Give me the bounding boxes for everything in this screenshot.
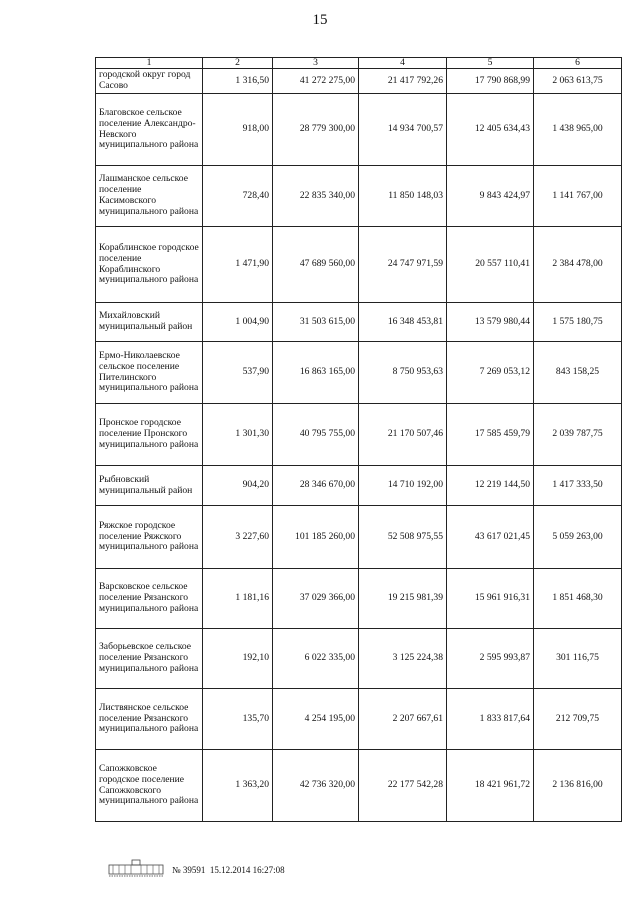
- value-cell: 18 421 961,72: [447, 750, 534, 822]
- municipality-name-cell: Михайловский муниципальный район: [96, 303, 203, 342]
- municipality-name-cell: Благовское сельское поселение Александро-Невского муниципального района: [96, 94, 203, 166]
- value-cell: 5 059 263,00: [534, 506, 622, 569]
- value-cell: 2 136 816,00: [534, 750, 622, 822]
- value-cell: 16 348 453,81: [359, 303, 447, 342]
- municipality-name-cell: Лашманское сельское поселение Касимовского муниципального района: [96, 166, 203, 227]
- table-row: [96, 629, 622, 689]
- value-cell: 1 471,90: [203, 227, 273, 303]
- value-cell: 1 575 180,75: [534, 303, 622, 342]
- column-header: 3: [273, 58, 359, 69]
- municipality-name-cell: Ермо-Николаевское сельское поселение Пителинского муниципального района: [96, 342, 203, 404]
- municipality-name-cell: городской округ город Сасово: [96, 69, 203, 94]
- value-cell: 11 850 148,03: [359, 166, 447, 227]
- value-cell: 2 063 613,75: [534, 69, 622, 94]
- table-row: [96, 569, 622, 629]
- value-cell: 22 835 340,00: [273, 166, 359, 227]
- municipality-name-cell: Листвянское сельское поселение Рязанского муниципального района: [96, 689, 203, 750]
- value-cell: 728,40: [203, 166, 273, 227]
- table-row: [96, 342, 622, 404]
- value-cell: 1 316,50: [203, 69, 273, 94]
- column-header: 6: [534, 58, 622, 69]
- value-cell: 1 417 333,50: [534, 466, 622, 506]
- footer: [108, 858, 285, 882]
- municipality-name-cell: Пронское городское поселение Пронского муниципального района: [96, 404, 203, 466]
- value-cell: 3 125 224,38: [359, 629, 447, 689]
- value-cell: 1 438 965,00: [534, 94, 622, 166]
- municipality-name-cell: Сапожковское городское поселение Сапожковского муниципального района: [96, 750, 203, 822]
- column-header: 1: [96, 58, 203, 69]
- value-cell: 918,00: [203, 94, 273, 166]
- value-cell: 537,90: [203, 342, 273, 404]
- value-cell: 1 141 767,00: [534, 166, 622, 227]
- document-id: № 39591 15.12.2014 16:27:08: [172, 865, 285, 875]
- table-row: [96, 466, 622, 506]
- value-cell: 1 181,16: [203, 569, 273, 629]
- table-row: [96, 689, 622, 750]
- value-cell: 135,70: [203, 689, 273, 750]
- value-cell: 41 272 275,00: [273, 69, 359, 94]
- table-row: [96, 69, 622, 94]
- table-row: [96, 227, 622, 303]
- data-table: [95, 57, 622, 822]
- value-cell: 1 833 817,64: [447, 689, 534, 750]
- value-cell: 1 301,30: [203, 404, 273, 466]
- value-cell: 40 795 755,00: [273, 404, 359, 466]
- value-cell: 192,10: [203, 629, 273, 689]
- value-cell: 24 747 971,59: [359, 227, 447, 303]
- value-cell: 2 384 478,00: [534, 227, 622, 303]
- value-cell: 1 004,90: [203, 303, 273, 342]
- value-cell: 15 961 916,31: [447, 569, 534, 629]
- value-cell: 47 689 560,00: [273, 227, 359, 303]
- value-cell: 212 709,75: [534, 689, 622, 750]
- page-number: 15: [312, 12, 328, 28]
- table-row: [96, 303, 622, 342]
- value-cell: 52 508 975,55: [359, 506, 447, 569]
- table-row: [96, 94, 622, 166]
- table-row: [96, 166, 622, 227]
- value-cell: 2 207 667,61: [359, 689, 447, 750]
- value-cell: 9 843 424,97: [447, 166, 534, 227]
- value-cell: 17 790 868,99: [447, 69, 534, 94]
- value-cell: 6 022 335,00: [273, 629, 359, 689]
- column-header: 4: [359, 58, 447, 69]
- value-cell: 301 116,75: [534, 629, 622, 689]
- value-cell: 37 029 366,00: [273, 569, 359, 629]
- government-logo: [108, 859, 164, 881]
- municipality-name-cell: Варсковское сельское поселение Рязанского муниципального района: [96, 569, 203, 629]
- value-cell: 42 736 320,00: [273, 750, 359, 822]
- value-cell: 20 557 110,41: [447, 227, 534, 303]
- municipality-name-cell: Заборьевское сельское поселение Рязанского муниципального района: [96, 629, 203, 689]
- value-cell: 843 158,25: [534, 342, 622, 404]
- header-row: [96, 58, 622, 69]
- value-cell: 4 254 195,00: [273, 689, 359, 750]
- value-cell: 21 417 792,26: [359, 69, 447, 94]
- value-cell: 2 039 787,75: [534, 404, 622, 466]
- value-cell: 1 851 468,30: [534, 569, 622, 629]
- value-cell: 43 617 021,45: [447, 506, 534, 569]
- value-cell: 1 363,20: [203, 750, 273, 822]
- value-cell: 3 227,60: [203, 506, 273, 569]
- value-cell: 16 863 165,00: [273, 342, 359, 404]
- value-cell: 13 579 980,44: [447, 303, 534, 342]
- table-row: [96, 750, 622, 822]
- value-cell: 17 585 459,79: [447, 404, 534, 466]
- value-cell: 19 215 981,39: [359, 569, 447, 629]
- value-cell: 2 595 993,87: [447, 629, 534, 689]
- value-cell: 28 346 670,00: [273, 466, 359, 506]
- value-cell: 21 170 507,46: [359, 404, 447, 466]
- table-row: [96, 506, 622, 569]
- value-cell: 31 503 615,00: [273, 303, 359, 342]
- value-cell: 8 750 953,63: [359, 342, 447, 404]
- value-cell: 904,20: [203, 466, 273, 506]
- value-cell: 12 405 634,43: [447, 94, 534, 166]
- column-header: 2: [203, 58, 273, 69]
- column-header: 5: [447, 58, 534, 69]
- value-cell: 22 177 542,28: [359, 750, 447, 822]
- municipality-name-cell: Кораблинское городское поселение Кораблинского муниципального района: [96, 227, 203, 303]
- municipality-name-cell: Ряжское городское поселение Ряжского муниципального района: [96, 506, 203, 569]
- table-row: [96, 404, 622, 466]
- value-cell: 101 185 260,00: [273, 506, 359, 569]
- municipality-name-cell: Рыбновский муниципальный район: [96, 466, 203, 506]
- value-cell: 28 779 300,00: [273, 94, 359, 166]
- value-cell: 12 219 144,50: [447, 466, 534, 506]
- value-cell: 14 710 192,00: [359, 466, 447, 506]
- value-cell: 7 269 053,12: [447, 342, 534, 404]
- value-cell: 14 934 700,57: [359, 94, 447, 166]
